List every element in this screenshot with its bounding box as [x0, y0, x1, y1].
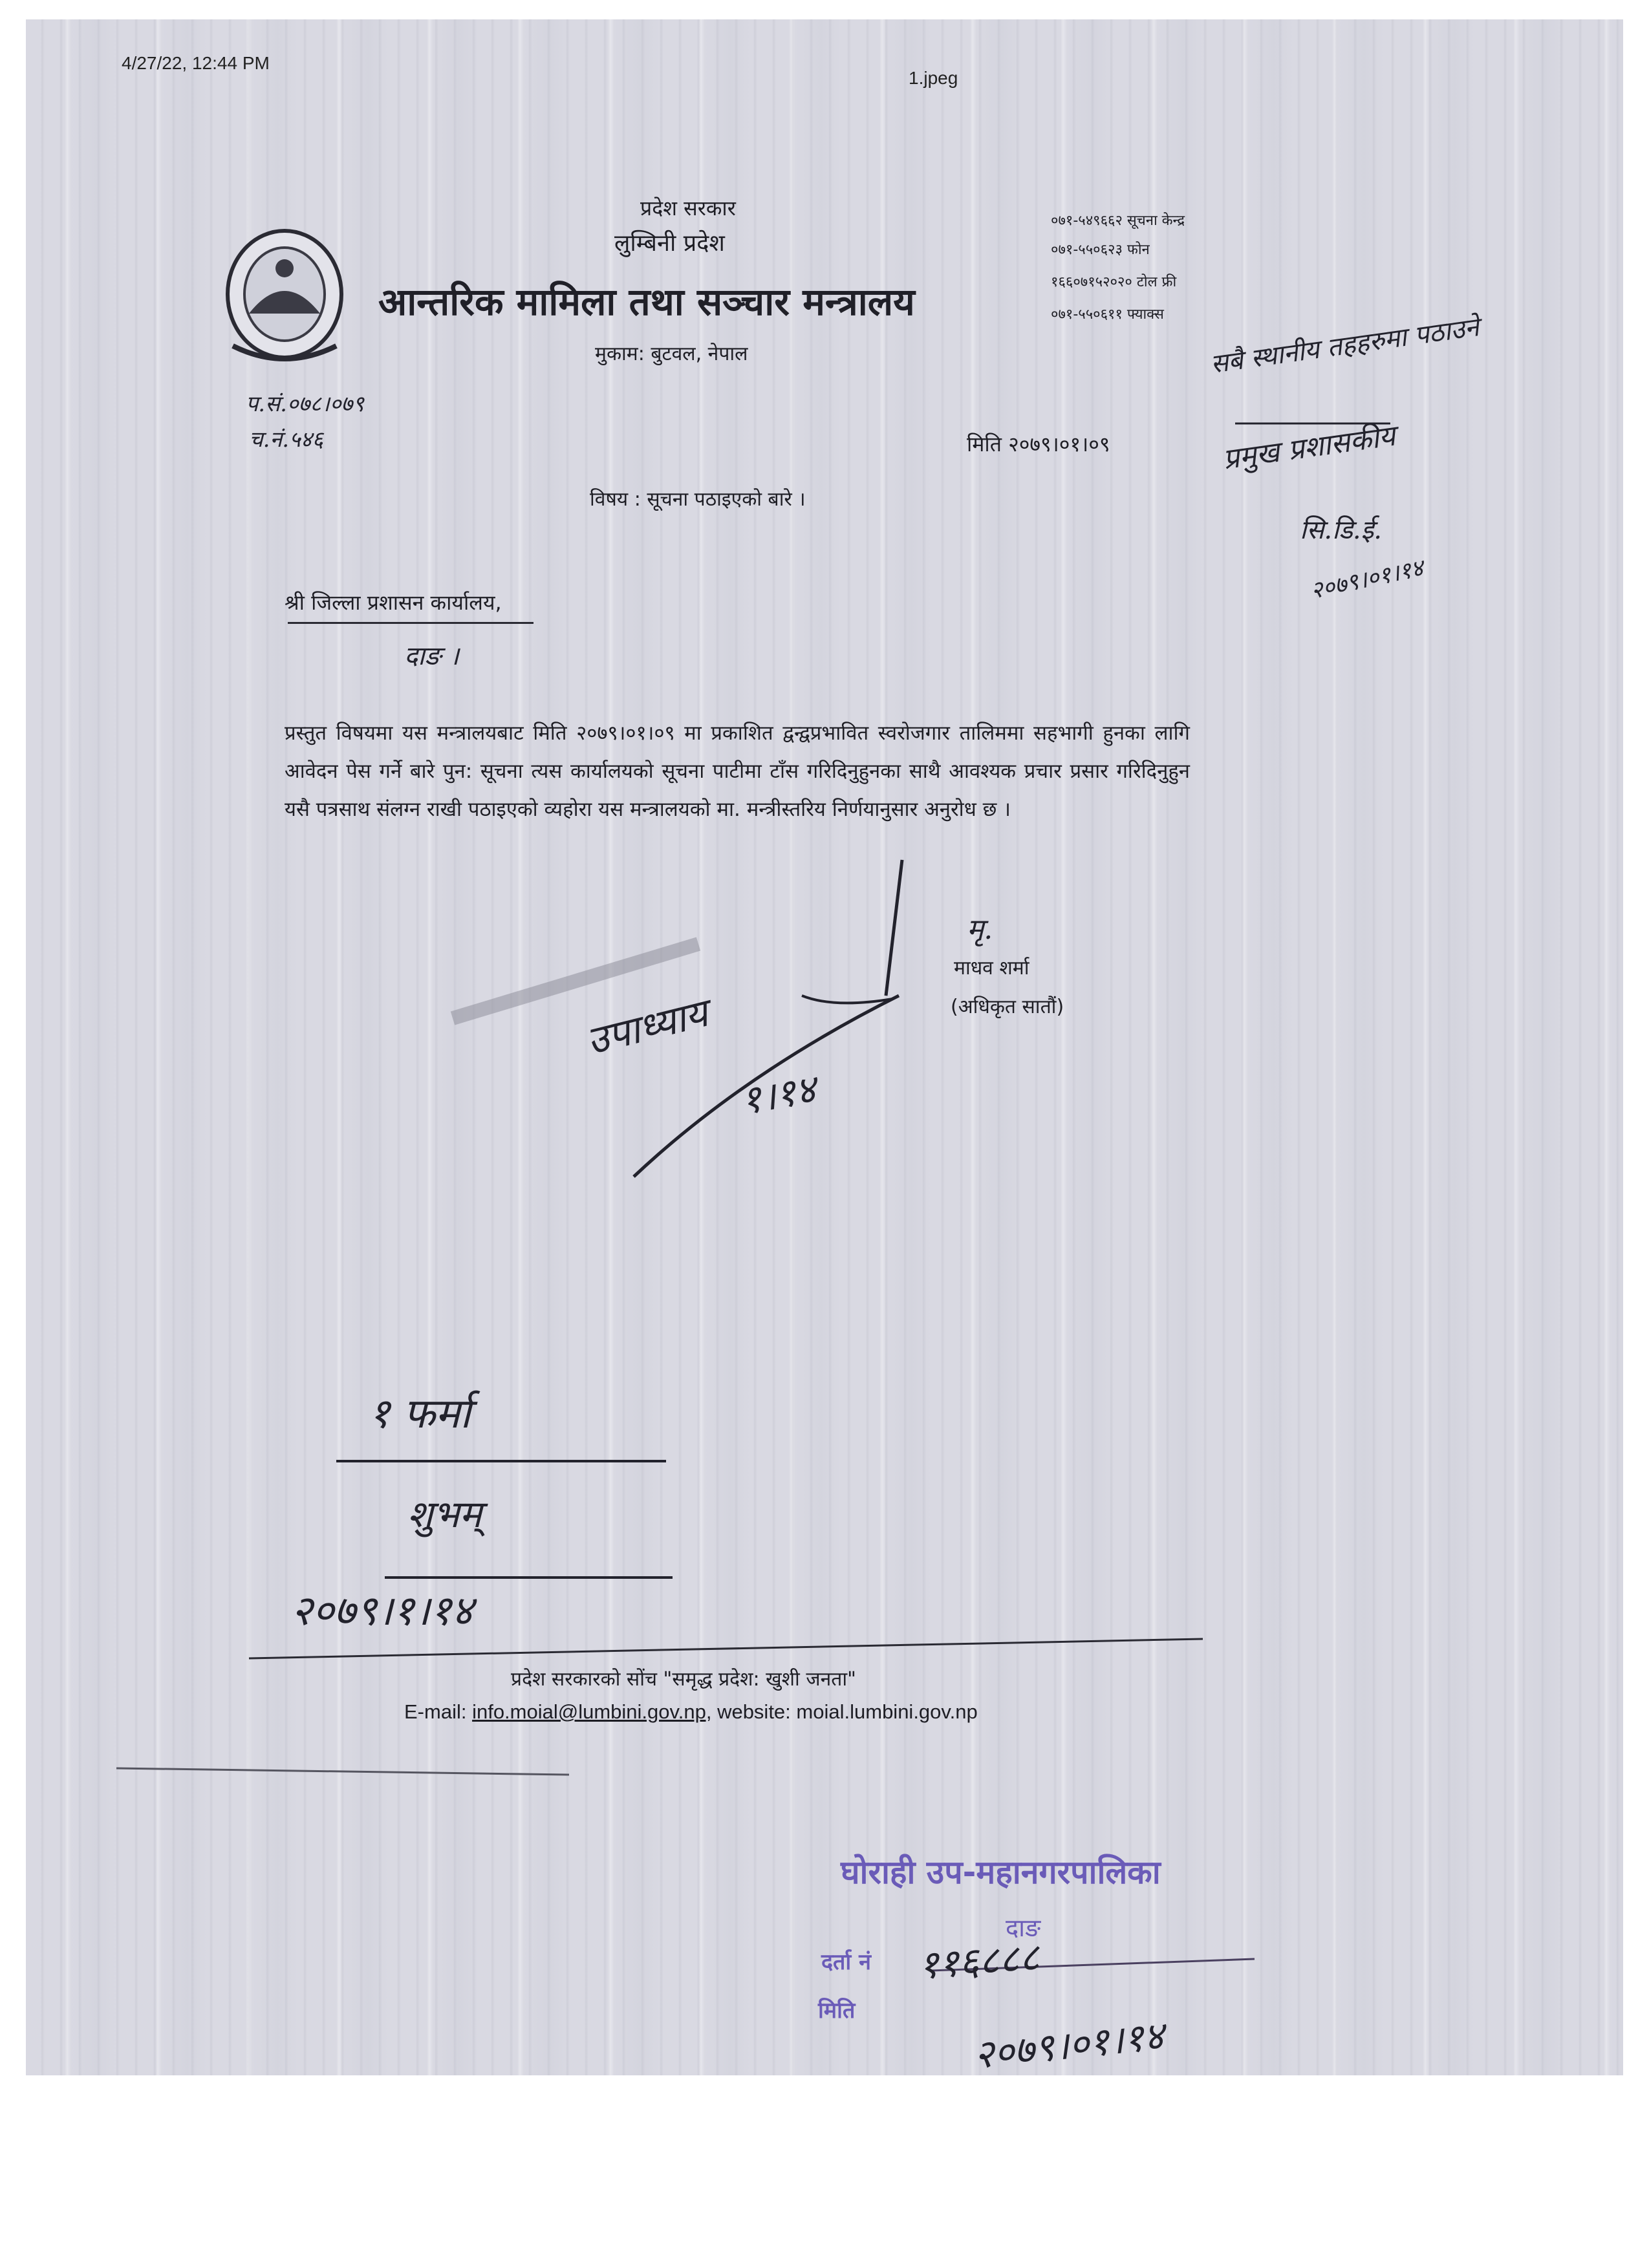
stamp-miti-label: मिति	[818, 1998, 856, 2024]
stamp-miti-value: २०७९।०१।१४	[971, 2013, 1167, 2079]
contact-phone: ०७१-५५०६२३ फोन	[1051, 242, 1150, 258]
contact-toll-free: १६६०७१५२०२० टोल फ्री	[1051, 274, 1177, 290]
email-link[interactable]: info.moial@lumbini.gov.np,	[472, 1700, 712, 1723]
recipient-district: दाङ ।	[404, 641, 459, 671]
handwritten-page-count: १ फर्मा	[369, 1390, 471, 1438]
stamp-darta-number: ११६८८८	[916, 1934, 1041, 1989]
letter-subject: विषय : सूचना पठाइएको बारे ।	[590, 488, 806, 511]
contact-info-center: ०७१-५४९६६२ सूचना केन्द्र	[1051, 213, 1185, 229]
stamp-office-name: घोराही उप-महानगरपालिका	[841, 1854, 1161, 1891]
reference-number: प.सं.०७८।०७९	[246, 391, 364, 417]
center-scribble-date: १।१४	[737, 1066, 820, 1124]
province-name: लुम्बिनी प्रदेश	[614, 230, 725, 257]
handwritten-signature: शुभम्	[407, 1492, 482, 1536]
dispatch-number: च.नं.५४६	[249, 427, 324, 453]
footer-slogan: प्रदेश सरकारको सोंच "समृद्ध प्रदेश: खुशी जनता"	[511, 1668, 856, 1691]
government-name: प्रदेश सरकार	[640, 196, 736, 220]
handwritten-initials: सि.डि.ई.	[1300, 515, 1382, 545]
letter-date: मिति २०७९।०१।०९	[967, 432, 1110, 456]
print-filename: 1.jpeg	[909, 68, 958, 88]
center-scribble-text: उपाध्याय	[582, 990, 713, 1064]
signatory-name: माधव शर्मा	[954, 957, 1029, 979]
signatory-title: (अधिकृत सातौं)	[951, 996, 1064, 1018]
website-link[interactable]: moial.lumbini.gov.np	[796, 1700, 978, 1723]
ministry-location: मुकाम: बुटवल, नेपाल	[595, 343, 748, 365]
print-timestamp: 4/27/22, 12:44 PM	[122, 53, 270, 73]
handwritten-received-date: २०७९।१।१४	[291, 1587, 473, 1635]
contact-fax: ०७१-५५०६११ फ्याक्स	[1051, 306, 1164, 323]
website-label: website:	[717, 1700, 791, 1723]
recipient-office: श्री जिल्ला प्रशासन कार्यालय,	[285, 590, 502, 615]
handwritten-forward-note: सबै स्थानीय तहहरुमा पठाउने	[1209, 312, 1481, 380]
stamp-district: दाङ	[1006, 1914, 1041, 1942]
letter-body: प्रस्तुत विषयमा यस मन्त्रालयबाट मिति २०७९।०१।०९ मा प्रकाशित द्वन्द्वप्रभावित स्वरोजगार तालिममा सहभागी हुनका लागि आवेदन पेस गर्ने बारे पुन: सूचना त्यस कार्यालयको सूचना पाटीमा टाँस गरिदिनुहुनका साथै आवश्यक प्रचार प्रसार गरिदिनुहुन यसै पत्रसाथ संलग्न राखी पठाइएको व्यहोरा यस मन्त्रालयको मा. मन्त्रीस्तरिय निर्णयानुसार अनुरोध छ ।	[285, 722, 1190, 821]
email-label: E-mail:	[404, 1700, 467, 1723]
handwritten-forward-date: २०७९।०१।१४	[1308, 554, 1426, 604]
signatory-initials: मृ.	[967, 913, 993, 946]
stamp-darta-label: दर्ता नं	[821, 1949, 871, 1975]
handwritten-official: प्रमुख प्रशासकीय	[1221, 419, 1397, 476]
footer-contact	[404, 1700, 978, 1724]
ministry-name: आन्तरिक मामिला तथा सञ्चार मन्त्रालय	[378, 280, 915, 324]
